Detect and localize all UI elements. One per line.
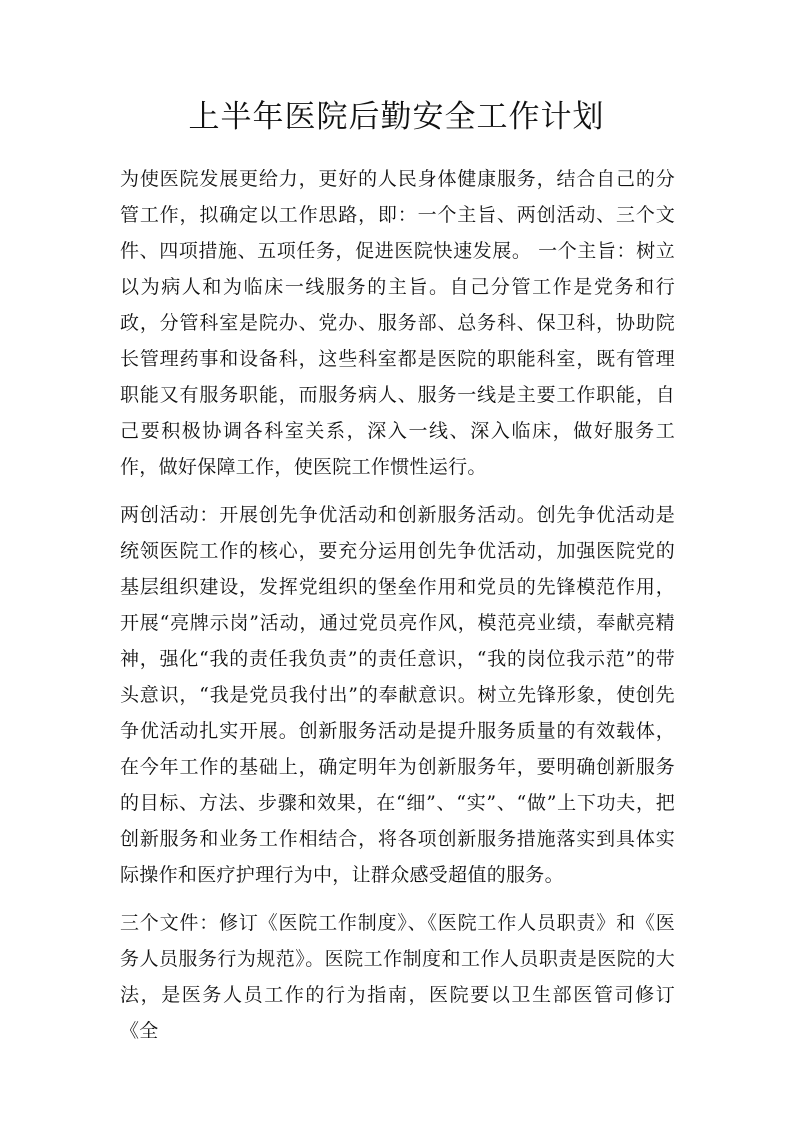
paragraph-two-activities: 两创活动：开展创先争优活动和创新服务活动。创先争优活动是统领医院工作的核心，要充分运用创先争优活动，加强医院党的基层组织建设，发挥党组织的堡垒作用和党员的先锋模范作用，开展“亮牌示岗”活动，通过党员亮作风，模范亮业绩，奉献亮精神，强化“我的责任我负责”的责任意识，“我的岗位我示范”的带头意识，“我是党员我付出”的奉献意识。树立先锋形象，使创先争优活动扎实开展。创新服务活动是提升服务质量的有效载体，在今年工作的基础上，确定明年为创新服务年，要明确创新服务的目标、方法、步骤和效果，在“细”、“实”、“做”上下功夫，把创新服务和业务工作相结合，将各项创新服务措施落实到具体实际操作和医疗护理行为中，让群众感受超值的服务。 xyxy=(120,504,675,886)
paragraph-three-documents: 三个文件：修订《医院工作制度》、《医院工作人员职责》和《医务人员服务行为规范》。医院工作制度和工作人员职责是医院的大法，是医务人员工作的行为指南，医院要以卫生部医管司修订《全 xyxy=(120,912,675,1042)
paragraph-main-theme: 为使医院发展更给力，更好的人民身体健康服务，结合自己的分管工作，拟确定以工作思路，即：一个主旨、两创活动、三个文件、四项措施、五项任务，促进医院快速发展。 一个主旨：树立以为病人和为临床一线服务的主旨。自己分管工作是党务和行政，分管科室是院办、党办、服务部、总务科、保卫科，协助院长管理药事和设备科，这些科室都是医院的职能科室，既有管理职能又有服务职能，而服务病人、服务一线是主要工作职能，自己要积极协调各科室关系，深入一线、深入临床，做好服务工作，做好保障工作，使医院工作惯性运行。 xyxy=(120,168,675,478)
document-body xyxy=(120,161,675,1061)
document-title: 上半年医院后勤安全工作计划 xyxy=(188,99,605,135)
